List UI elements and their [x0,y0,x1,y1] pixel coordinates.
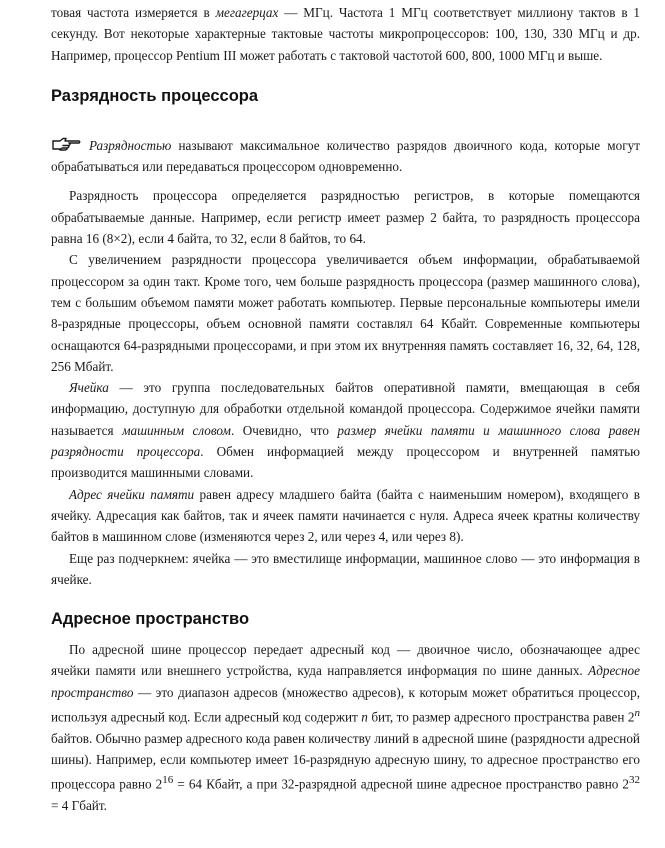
paragraph-address-bus: По адресной шине процессор передает адресный код — двоичное число, обозначающее адрес ячейки памяти или внешнего устройства, куда направляется информация по шине данных. Адресное пространство — это диапазон адресов (множество адресов), к которым может обратиться процессор, используя адресный код. Если адресный код содержит n бит, то размер адресного пространства равен 2$^n$ байтов. Обычно размер адресного кода равен количеству линий в адресной шине (разрядности адресной шины). Например, если компьютер имеет 16-разрядную адресную шину, то адресное пространство его процессора равно $2^{16} = 64$ Кбайт, а при 32-разрядной адресной шине адресное пространство равно $2^{32} = 4$ Гбайт. [51,642,641,813]
paragraph-emphasis: Еще раз подчеркнем: ячейка — это вместилище информации, машинное слово — это информация в ячейке. [51,550,640,587]
section-heading-address-space: Адресное пространство [51,610,250,629]
pointing-hand-icon [51,136,81,152]
paragraph-cell: Ячейка — это группа последовательных байтов оперативной памяти, вмещающая в себя информацию, доступную для обработки отдельной командой процессора. Содержимое ячейки памяти называется машинным словом. Очевидно, что размер ячейки памяти и машинного слова равен разрядности процессора. Обмен информацией между процессором и внутренней памятью производится машинными словами. [51,380,641,481]
intro-paragraph: товая частота измеряется в мегагерцах — МГц. Частота 1 МГц соответствует миллиону тактов в 1 секунду. Вот некоторые характерные тактовые частоты микропроцессоров: 100, 130, 330 МГц и др. Например, процессор Pentium III может работать с тактовой частотой 600, 800, 1000 МГц и выше. [51,5,640,63]
paragraph-register: Разрядность процессора определяется разрядностью регистров, в которые помещаются обрабатываемые данные. Например, если регистр имеет размер 2 байта, то разрядность процессора равна 16 (8×2), если 4 байта, то 32, если 8 байтов, то 64. [51,188,640,247]
paragraph-capacity: С увеличением разрядности процессора увеличивается объем информации, обрабатываемой процессором за один такт. Кроме того, чем больше разрядность процессора (размер машинного слова), тем с большим объемом памяти может работать компьютер. Первые персональные компьютеры имели 8-разрядные процессоры, объем основной памяти составлял 64 Кбайт. Современные компьютеры оснащаются 64-разрядными процессорами, и при этом их внутренняя память составляет 16, 32, 64, 128, 256 Мбайт. [51,252,640,374]
definition-block: Разрядностью называют максимальное количество разрядов двоичного кода, которые могут обрабатываться или передаваться процессором одновременно. [51,137,640,175]
section-heading-bit-width: Разрядность процессора [51,86,259,105]
paragraph-cell-address: Адрес ячейки памяти равен адресу младшего байта (байта с наименьшим номером), входящего в ячейку. Адресация как байтов, так и ячеек памяти начинается с нуля. Адреса ячеек кратны количеству байтов в машинном слове (изменяются через 2, или через 4, или через 8). [51,486,640,545]
